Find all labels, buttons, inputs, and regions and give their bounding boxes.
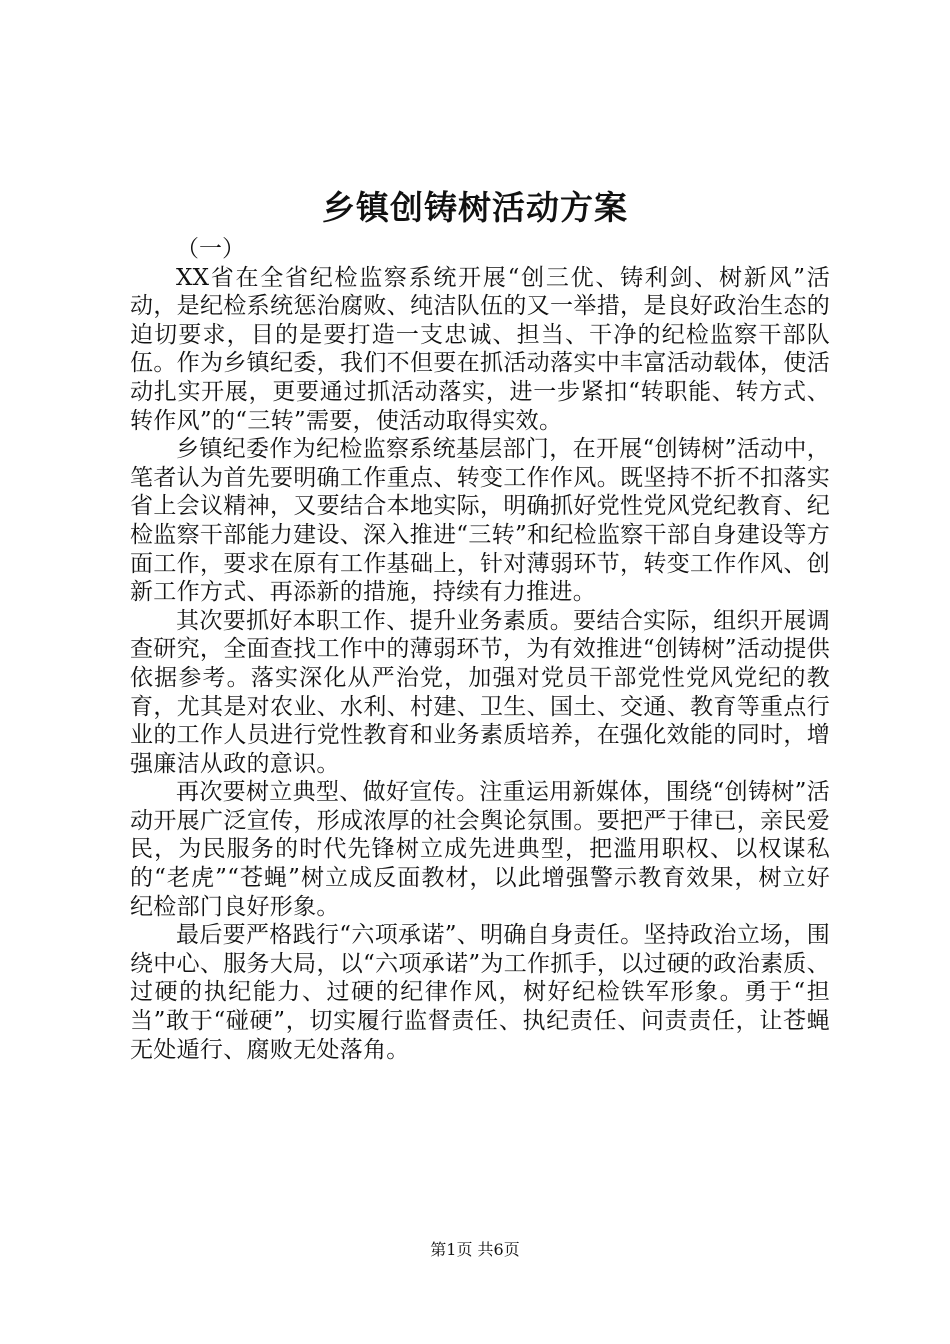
paragraph-5: 最后要严格践行“六项承诺”、明确自身责任。坚持政治立场，围绕中心、服务大局，以“六项承诺”为工作抓手，以过硬的政治素质、过硬的执纪能力、过硬的纪律作风，树好纪检铁军形象。勇于“担当”敢于“碰硬”，切实履行监督责任、执纪责任、问责责任，让苍蝇无处遁行、腐败无处落角。 <box>130 922 830 1063</box>
document-title: 乡镇创铸树活动方案 <box>322 188 628 227</box>
section-number: （一） <box>176 236 245 262</box>
document-body <box>130 235 830 1064</box>
page-footer: 第1页 共6页 <box>430 1240 520 1259</box>
paragraph-2: 乡镇纪委作为纪检监察系统基层部门，在开展“创铸树”活动中，笔者认为首先要明确工作重点、转变工作作风。既坚持不折不扣落实省上会议精神，又要结合本地实际，明确抓好党性党风党纪教育、纪检监察干部能力建设、深入推进“三转”和纪检监察干部自身建设等方面工作，要求在原有工作基础上，针对薄弱环节，转变工作作风、创新工作方式、再添新的措施，持续有力推进。 <box>130 436 830 606</box>
paragraph-1: XX省在全省纪检监察系统开展“创三优、铸利剑、树新风”活动，是纪检系统惩治腐败、纯洁队伍的又一举措，是良好政治生态的迫切要求，目的是要打造一支忠诚、担当、干净的纪检监察干部队伍。作为乡镇纪委，我们不但要在抓活动落实中丰富活动载体，使活动扎实开展，更要通过抓活动落实，进一步紧扣“转职能、转方式、转作风”的“三转”需要，使活动取得实效。 <box>130 264 830 434</box>
paragraph-3: 其次要抓好本职工作、提升业务素质。要结合实际，组织开展调查研究，全面查找工作中的薄弱环节，为有效推进“创铸树”活动提供依据参考。落实深化从严治党，加强对党员干部党性党风党纪的教育，尤其是对农业、水利、村建、卫生、国土、交通、教育等重点行业的工作人员进行党性教育和业务素质培养，在强化效能的同时，增强廉洁从政的意识。 <box>130 607 830 777</box>
paragraph-4: 再次要树立典型、做好宣传。注重运用新媒体，围绕“创铸树”活动开展广泛宣传，形成浓厚的社会舆论氛围。要把严于律已，亲民爱民，为民服务的时代先锋树立成先进典型，把滥用职权、以权谋私的“老虎”“苍蝇”树立成反面教材，以此增强警示教育效果，树立好纪检部门良好形象。 <box>130 779 830 920</box>
